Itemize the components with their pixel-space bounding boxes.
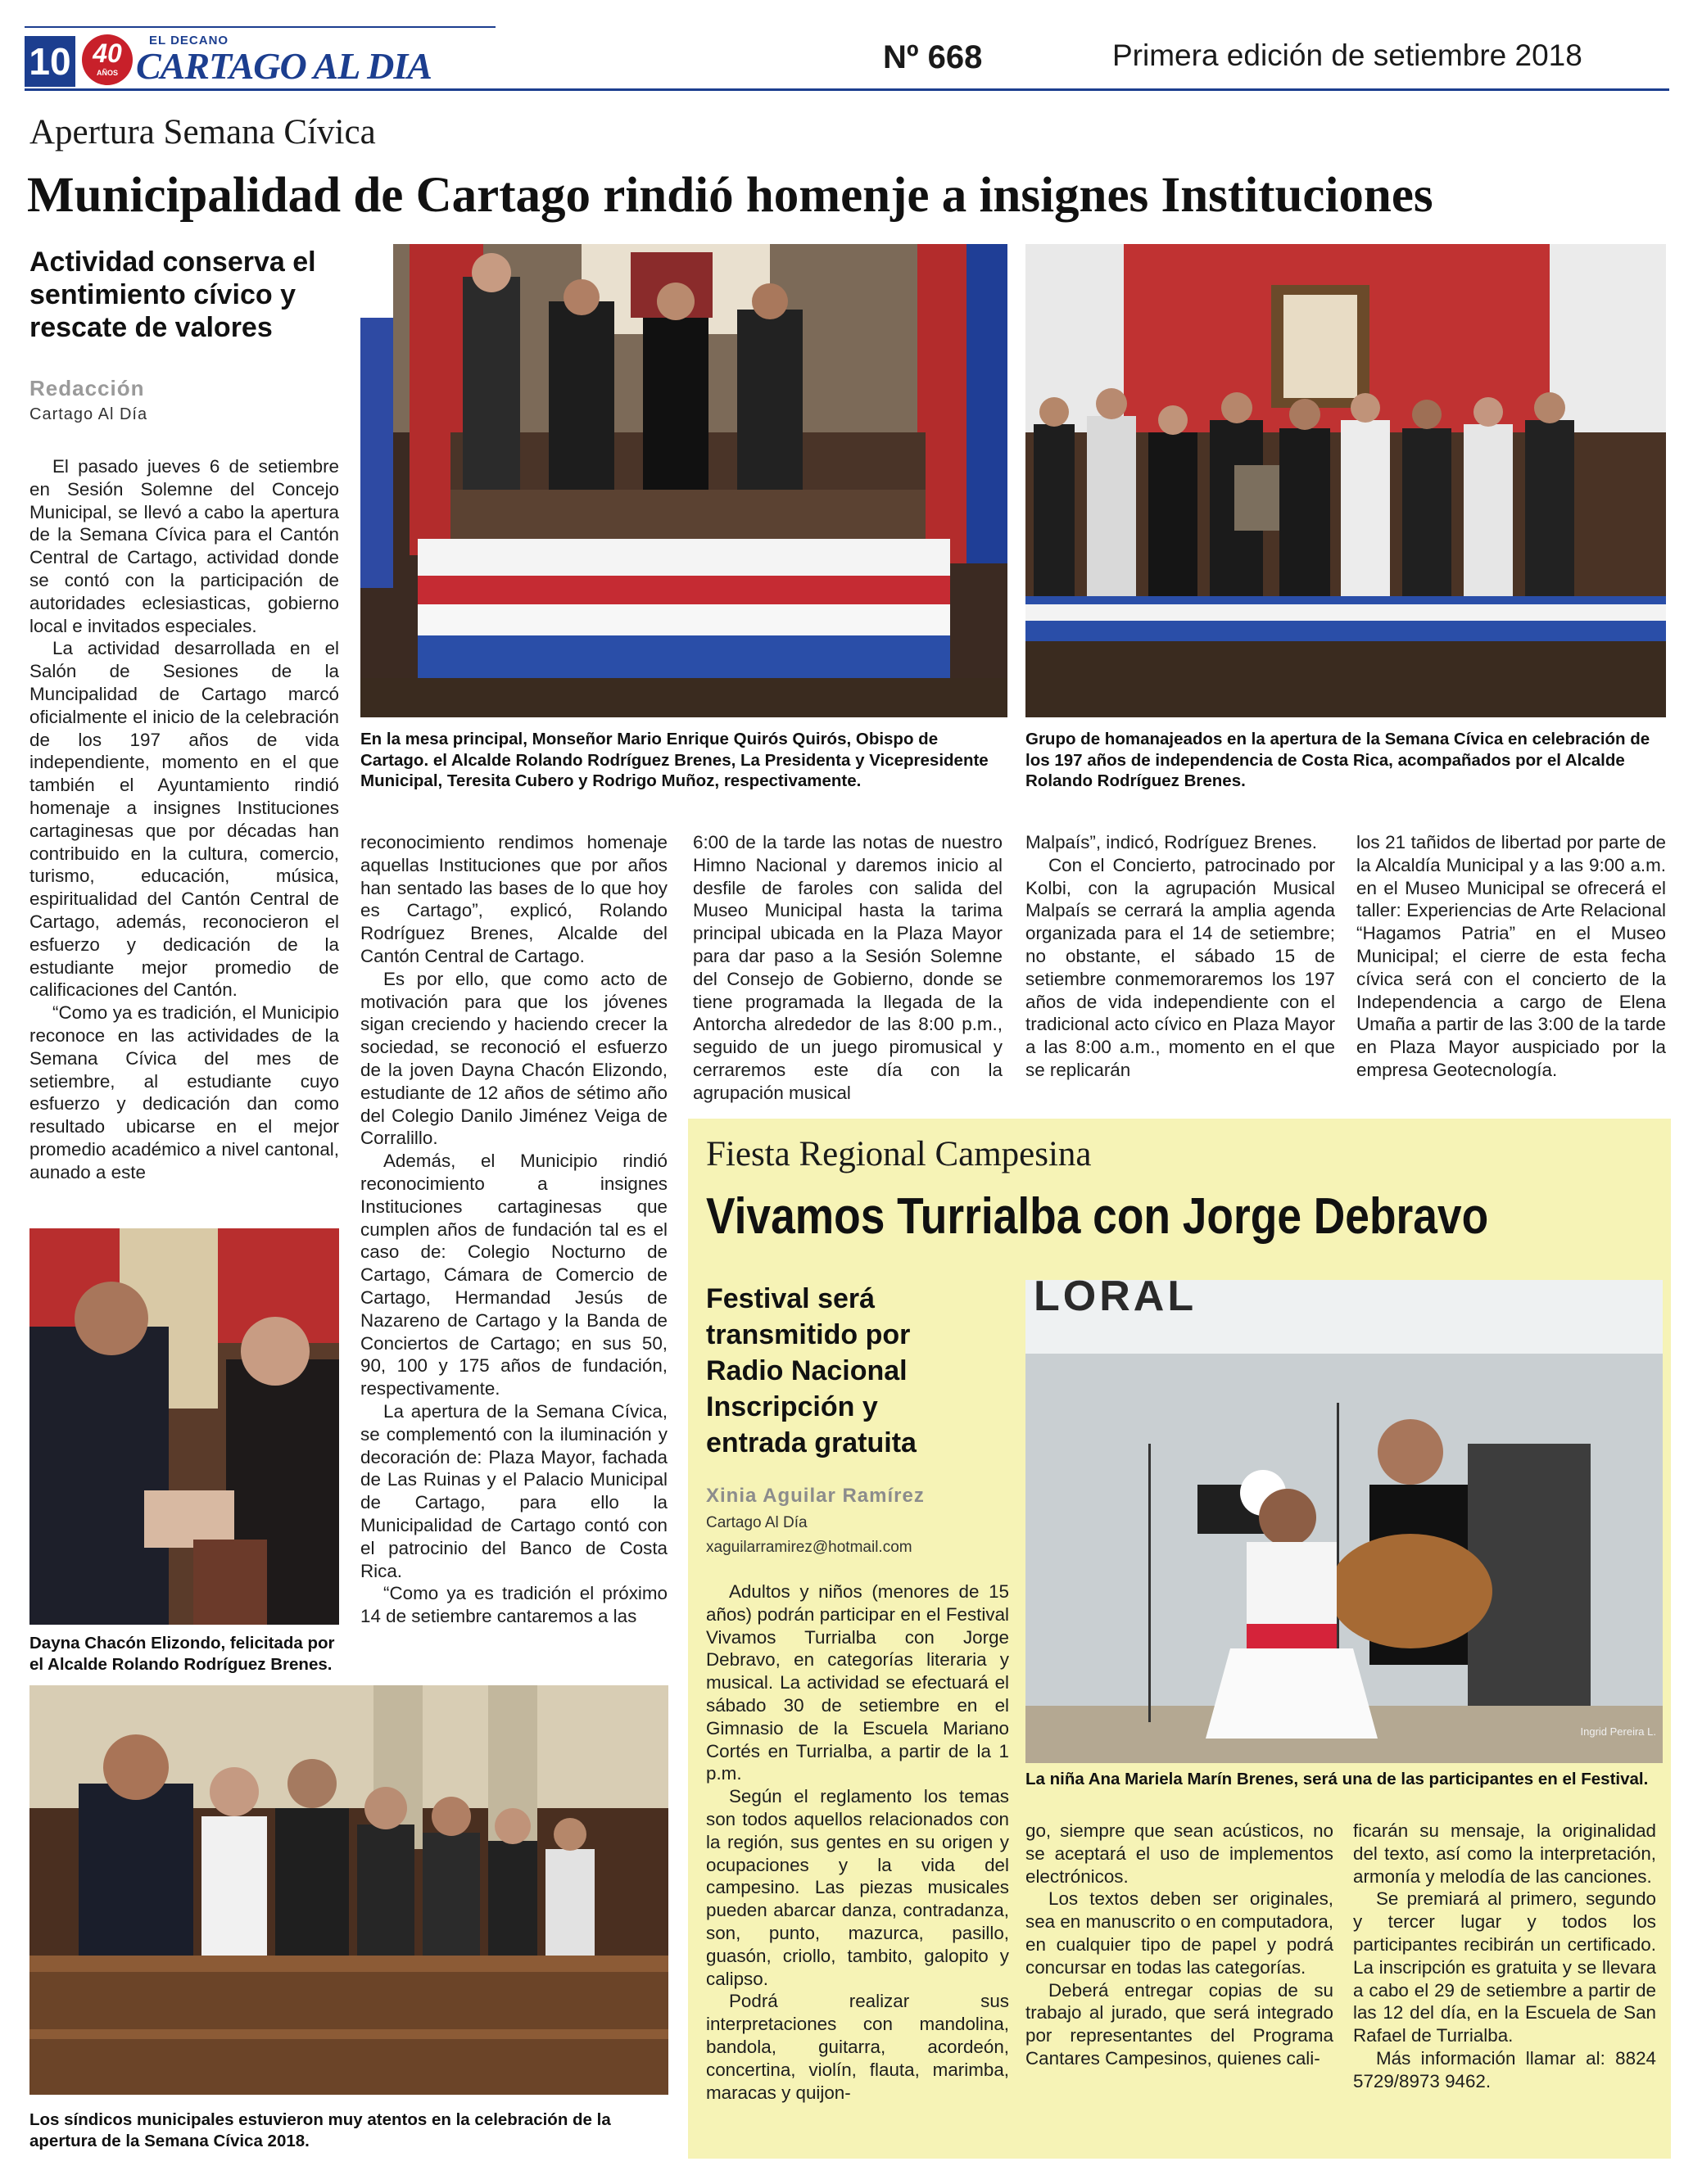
photo-sindicos-image (29, 1685, 668, 2095)
article1-byline: Redacción (29, 376, 145, 400)
paragraph: 6:00 de la tarde las notas de nuestro Himno Nacional y daremos inicio al desfile de faroles con salida del Museo Municipal hasta la tarima principal ubicada en la Plaza Mayor para dar paso a la Sesión Solemne del Consejo de Gobierno, donde se tiene programada la llegada de la Antorcha alrededor de las 8:00 p.m., seguido de un juego piromusical y cerraremos este día con la agrupación musical (693, 832, 1003, 1103)
paragraph: Con el Concierto, patrocinado por Kolbi, con la agrupación Musical Malpaís se cerrará la amplia agenda organizada para el 14 de setiembre; no obstante, el sábado 15 de setiembre conmemoraremos los 197 años de vida independiente con el tradicional acto cívico en Plaza Mayor a las 8:00 a.m., momento en el que se replicarán (1025, 854, 1335, 1080)
article1-column-1 (29, 455, 339, 1184)
paragraph: ficarán su mensaje, la originalidad del texto, así como la interpretación, armonía y melodía de las canciones. (1353, 1820, 1656, 1887)
article1-headline: Municipalidad de Cartago rindió homenje a insignes Instituciones (27, 168, 1433, 223)
paragraph: Es por ello, que como acto de motivación para que los jóvenes sigan creciendo y haciendo crecer la sociedad, se reconoció el esfuerzo de la joven Dayna Chacón Elizondo, estudiante de 12 años de sétimo año del Colegio Danilo Jiménez Veiga de Corralillo. (360, 968, 668, 1149)
paragraph: Adultos y niños (menores de 15 años) podrán participar en el Festival Vivamos Turrialba con Jorge Debravo, en categorías literaria y musical. La actividad se efectuará el sábado 30 de setiembre en el Gimnasio de la Escuela Mariano Cortés en Turrialba, a partir de la 1 p.m. (706, 1581, 1009, 1784)
paragraph: Además, el Municipio rindió reconocimiento a insignes Instituciones cartaginesas que cumplen años de fundación tal es el caso de: Colegio Nocturno de Cartago, Cámara de Comercio de Cartago, Hermandad Jesús de Nazareno de Cartago y la Banda de Conciertos de Cartago; en sus 50, 90, 100 y 175 años de fundación, respectivamente. (360, 1151, 668, 1399)
caption-photo-sindicos: Los síndicos municipales estuvieron muy atentos en la celebración de la apertura de la Semana Cívica 2018. (29, 2110, 611, 2150)
article2-byline: Xinia Aguilar Ramírez (706, 1485, 925, 1507)
paragraph: Los textos deben ser originales, sea en manuscrito o en computadora, en cualquier tipo de papel y podrá concursar en todas las categorías. (1025, 1888, 1333, 1978)
photo-grupo-homenajeados-image (1025, 244, 1666, 717)
paragraph: La apertura de la Semana Cívica, se complementó con la iluminación y decoración de: Plaza Mayor, fachada de Las Ruinas y el Palacio Municipal de Cartago, para ello la Municipalidad de Cartago contó con el patrocinio del Banco de Costa Rica. (360, 1400, 668, 1581)
article1-column-2 (360, 831, 668, 1628)
paragraph: Se premiará al primero, segundo y tercer lugar y todos los participantes recibirán un certificado. La inscripción es gratuita y se llevara a cabo el 29 de setiembre a partir de las 12 del día, en la Escuela de San Rafael de Turrialba. (1353, 1888, 1656, 2046)
caption-photo-ana-mariela: La niña Ana Mariela Marín Brenes, será una de las participantes en el Festival. (1025, 1770, 1649, 1788)
photo-ana-mariela (1025, 1280, 1663, 1763)
caption-photo-mesa: En la mesa principal, Monseñor Mario Enrique Quirós Quirós, Obispo de Cartago. el Alcalde Rolando Rodríguez Brenes, La Presidenta y Vicepresidente Municipal, Teresita Cubero y Rodrigo Muñoz, respectivamente. (360, 730, 989, 790)
paragraph: La actividad desarrollada en el Salón de Sesiones de la Muncipalidad de Cartago marcó oficialmente el inicio de la celebración de los 197 años de vida independiente, momento en el que también el Ayuntamiento rindió homenaje a insignes Instituciones cartaginesas que por décadas han contribuido en la cultura, comercio, turismo, educación, música, espiritualidad del Cantón Central de Cartago, además, reconocieron el esfuerzo y dedicación de la estudiante mejor promedio de calificaciones del Cantón. (29, 638, 339, 1001)
logo-badge (82, 34, 133, 85)
paragraph: Podrá realizar sus interpretaciones con mandolina, bandola, guitarra, acordeón, concertina, violín, flauta, marimba, maracas y quijon- (706, 1991, 1009, 2103)
photo-mesa-principal-image (360, 244, 1007, 717)
photo-banner-text: LORAL (1034, 1280, 1197, 1320)
caption-photo-dayna: Dayna Chacón Elizondo, felicitada por el Alcalde Rolando Rodríguez Brenes. (29, 1634, 335, 1674)
article1-column-3 (693, 831, 1003, 1105)
caption-photo-grupo: Grupo de homanajeados en la apertura de la Semana Cívica en celebración de los 197 años de independencia de Costa Rica, acompañados por el Alcalde Rolando Rodríguez Brenes. (1025, 730, 1650, 790)
photo-ana-mariela-image (1025, 1280, 1663, 1763)
paragraph: Malpaís”, indicó, Rodríguez Brenes. (1025, 832, 1317, 852)
page-number: 10 (25, 36, 75, 87)
header-rule (25, 88, 1669, 91)
photo-sindicos (29, 1685, 668, 2095)
paragraph: “Como ya es tradición el próximo 14 de setiembre cantaremos a las (360, 1583, 668, 1627)
logo-badge-number: 40 (93, 38, 122, 68)
paragraph: El pasado jueves 6 de setiembre en Sesión Solemne del Concejo Municipal, se llevó a cabo la apertura de la Semana Cívica para el Cantón Central de Cartago, actividad donde se contó con la participación de autoridades eclesiasticas, gobierno local e invitados especiales. (29, 456, 339, 636)
article1-column-5 (1356, 831, 1666, 1082)
article2-byline-source: Cartago Al Día (706, 1514, 808, 1531)
edition-date: Primera edición de setiembre 2018 (1112, 38, 1582, 72)
article2-column-1 (706, 1580, 1009, 2104)
photo-grupo-homenajeados (1025, 244, 1666, 717)
photo-credit: Ingrid Pereira L. (1580, 1725, 1656, 1738)
article2-column-3 (1353, 1820, 1656, 2093)
article2-kicker: Fiesta Regional Campesina (706, 1135, 1092, 1173)
logo-wordmark: CARTAGO AL DIA (136, 45, 432, 87)
paragraph: Deberá entregar copias de su trabajo al jurado, que será integrado por representantes del Programa Cantares Campesinos, quienes cali- (1025, 1979, 1333, 2069)
photo-mesa-principal (360, 244, 1007, 717)
article2-column-2 (1025, 1820, 1333, 2070)
photo-dayna-felicitada-image (29, 1228, 339, 1625)
photo-dayna-felicitada (29, 1228, 339, 1625)
issue-number: Nº 668 (883, 39, 983, 75)
logo-tagline: EL DECANO (149, 34, 229, 47)
paragraph: Según el reglamento los temas son todos aquellos relacionados con la región, sus gentes en su origen y ocupaciones y la vida del campesino. Las piezas musicales pueden abarcar danza, contradanza, son, punto, mazurca, pasillo, guasón, criollo, tambito, galopito y calipso. (706, 1786, 1009, 1989)
article1-column-4 (1025, 831, 1335, 1082)
paragraph: “Como ya es tradición, el Municipio reconoce en las actividades de la Semana Cívica del mes de setiembre, al estudiante cuyo esfuerzo y dedicación dan como resultado ubicarse en el mejor promedio académico a nivel cantonal, aunado a este (29, 1002, 339, 1182)
paragraph: reconocimiento rendimos homenaje aquellas Instituciones que por años han sentado las bases de lo que hoy es Cartago”, explicó, Rolando Rodríguez Brenes, Alcalde del Cantón Central de Cartago. (360, 832, 668, 966)
paragraph: go, siempre que sean acústicos, no se aceptará el uso de implementos electrónicos. (1025, 1820, 1333, 1887)
paragraph: Más información llamar al: 8824 5729/8973 9462. (1353, 2047, 1656, 2091)
article1-byline-source: Cartago Al Día (29, 405, 148, 423)
article1-subhead: Actividad conserva el sentimiento cívico y rescate de valores (29, 246, 316, 343)
article1-kicker: Apertura Semana Cívica (29, 113, 376, 151)
paragraph: los 21 tañidos de libertad por parte de la Alcaldía Municipal y a las 9:00 a.m. en el Museo Municipal se ofrecerá el taller: Experiencias de Arte Relacional “Hagamos Patria” en el Museo Municipal; el cierre de esta fecha cívica será con el concierto de la Independencia a cargo de Elena Umaña a partir de las 3:00 de la tarde en Plaza Mayor auspiciado por la empresa Geotecnología. (1356, 832, 1666, 1080)
article2-subhead: Festival será transmitido por Radio Nacional Inscripción y entrada gratuita (706, 1283, 917, 1458)
article2-headline: Vivamos Turrialba con Jorge Debravo (706, 1188, 1489, 1245)
logo-badge-label: AÑOS (96, 69, 118, 77)
masthead-logo (79, 28, 432, 90)
article2-email[interactable]: xaguilarramirez@hotmail.com (706, 1539, 912, 1556)
